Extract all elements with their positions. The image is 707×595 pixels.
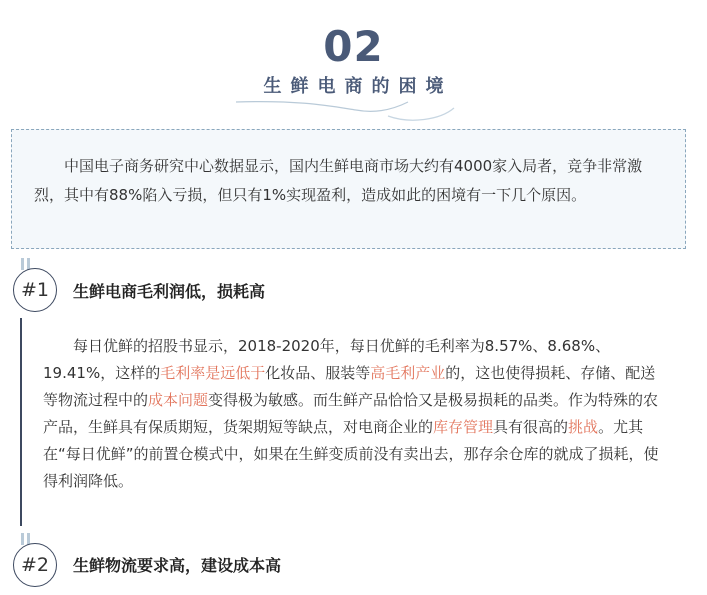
- point-heading-1: 生鲜电商毛利润低，损耗高: [73, 282, 266, 301]
- body-text: 具有很高的: [493, 418, 569, 436]
- point-heading-2: 生鲜物流要求高，建设成本高: [73, 556, 282, 575]
- swoosh-mid: [356, 102, 408, 111]
- body-text: 的，这也使得损耗、存储、配送等物流过程中的: [43, 364, 656, 409]
- title-underline-swoosh: [0, 0, 707, 130]
- point-badge-2: [13, 543, 57, 587]
- timeline-line-1: [20, 318, 22, 526]
- highlight-text: 毛利率是远低于: [160, 364, 266, 382]
- badge-label: #2: [20, 554, 49, 576]
- body-text: 化妆品、服装等: [265, 364, 371, 382]
- intro-text: 中国电子商务研究中心数据显示，国内生鲜电商市场大约有4000家入局者，竞争非常激烈，其中有88%陷入亏损，但只有1%实现盈利，造成如此的困境有一下几个原因。: [34, 157, 643, 204]
- swoosh-left: [236, 102, 356, 110]
- badge-label: #1: [20, 279, 49, 301]
- body-text: 每日优鲜的招股书显示，2018-2020年，每日优鲜的毛利率为8.57%、8.68%、19.41%，这样的: [43, 337, 611, 382]
- highlight-text: 成本问题: [148, 391, 209, 409]
- body-text: 。尤其在“每日优鲜”的前置仓模式中，如果在生鲜变质前没有卖出去，那存余仓库的就成了损耗，使得利润降低。: [43, 418, 659, 490]
- point-badge-1: [13, 268, 57, 312]
- highlight-text: 挑战: [568, 418, 599, 436]
- section-number: 02: [323, 22, 384, 71]
- highlight-text: 库存管理: [433, 418, 494, 436]
- body-text: 变得极为敏感。而生鲜产品恰恰又是极易损耗的品类。作为特殊的农产品，生鲜具有保质期短，货架期短等缺点，对电商企业的: [43, 391, 659, 436]
- intro-box: [11, 129, 686, 249]
- section-title: 生鲜电商的困境: [263, 76, 453, 97]
- highlight-text: 高毛利产业: [370, 364, 446, 382]
- swoosh-right: [388, 108, 454, 120]
- point-body-1: [43, 333, 667, 495]
